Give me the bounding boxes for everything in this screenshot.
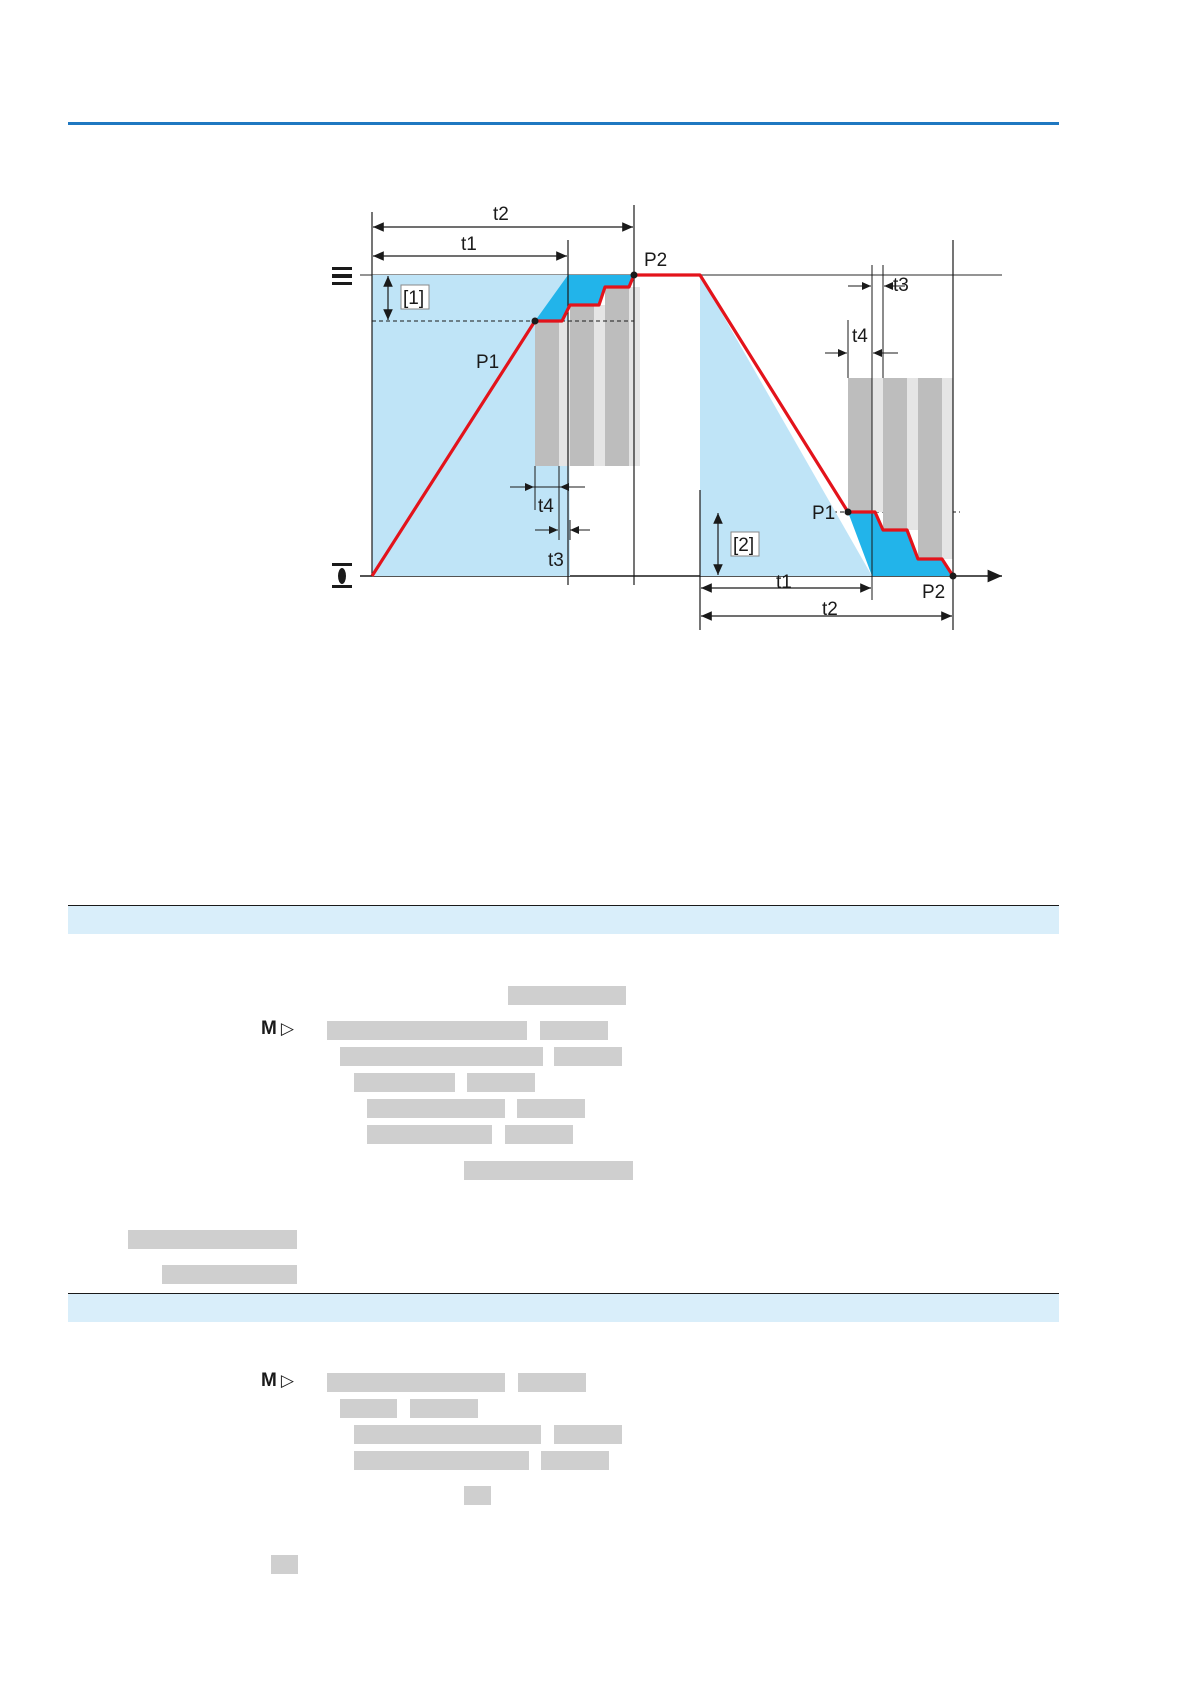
p1-left-point bbox=[532, 318, 539, 325]
redacted-menu-path bbox=[367, 1099, 505, 1118]
redacted-menu-code bbox=[554, 1425, 622, 1444]
redacted-text bbox=[464, 1161, 633, 1180]
redacted-text bbox=[128, 1230, 297, 1249]
t2-left-label: t2 bbox=[493, 204, 509, 225]
t2-right-label: t2 bbox=[822, 599, 838, 620]
redacted-menu-path bbox=[367, 1125, 492, 1144]
redacted-menu-code bbox=[467, 1073, 535, 1092]
redacted-text bbox=[271, 1555, 298, 1574]
p1-right-point bbox=[845, 509, 852, 516]
p2-right-label: P2 bbox=[922, 582, 946, 603]
t1-right-label: t1 bbox=[776, 572, 792, 593]
bracket-2-label: [2] bbox=[733, 535, 755, 556]
t3-left-label: t3 bbox=[548, 550, 564, 571]
closed-position-icon bbox=[332, 563, 352, 588]
open-position-icon bbox=[332, 267, 352, 285]
t4-right-label: t4 bbox=[852, 326, 868, 347]
menu-arrow-icon: ▷ bbox=[280, 1371, 295, 1390]
redacted-menu-code bbox=[517, 1099, 585, 1118]
menu-marker-text: M bbox=[261, 1370, 278, 1391]
redacted-menu-code bbox=[554, 1047, 622, 1066]
redacted-menu-code bbox=[505, 1125, 573, 1144]
menu-arrow-icon: ▷ bbox=[280, 1019, 295, 1038]
t3-right-label: t3 bbox=[893, 275, 909, 296]
redacted-menu-code bbox=[540, 1021, 608, 1040]
redacted-text bbox=[508, 986, 626, 1005]
redacted-menu-code bbox=[518, 1373, 586, 1392]
section-header-1 bbox=[68, 905, 1059, 934]
t4-left-label: t4 bbox=[538, 496, 554, 517]
right-area bbox=[700, 275, 872, 576]
stepping-mode-diagram bbox=[300, 190, 1020, 650]
bracket-1-label: [1] bbox=[403, 288, 425, 309]
redacted-text bbox=[464, 1486, 491, 1505]
redacted-menu-code bbox=[541, 1451, 609, 1470]
p2-right-point bbox=[950, 573, 957, 580]
redacted-menu-path bbox=[327, 1373, 505, 1392]
t1-left-label: t1 bbox=[461, 234, 477, 255]
redacted-menu-path bbox=[354, 1425, 541, 1444]
redacted-menu-code bbox=[410, 1399, 478, 1418]
p2-left-point bbox=[631, 272, 638, 279]
menu-marker-text: M bbox=[261, 1018, 278, 1039]
p1-left-label: P1 bbox=[476, 352, 500, 373]
redacted-menu-path bbox=[340, 1047, 543, 1066]
menu-marker-2 bbox=[261, 1370, 295, 1392]
p1-right-label: P1 bbox=[812, 503, 836, 524]
redacted-text bbox=[162, 1265, 297, 1284]
top-rule bbox=[68, 122, 1059, 125]
redacted-menu-path bbox=[354, 1451, 529, 1470]
redacted-menu-path bbox=[327, 1021, 527, 1040]
section-header-2 bbox=[68, 1293, 1059, 1322]
p2-left-label: P2 bbox=[644, 250, 668, 271]
redacted-menu-path bbox=[354, 1073, 455, 1092]
menu-marker-1 bbox=[261, 1018, 295, 1040]
redacted-menu-path bbox=[340, 1399, 397, 1418]
